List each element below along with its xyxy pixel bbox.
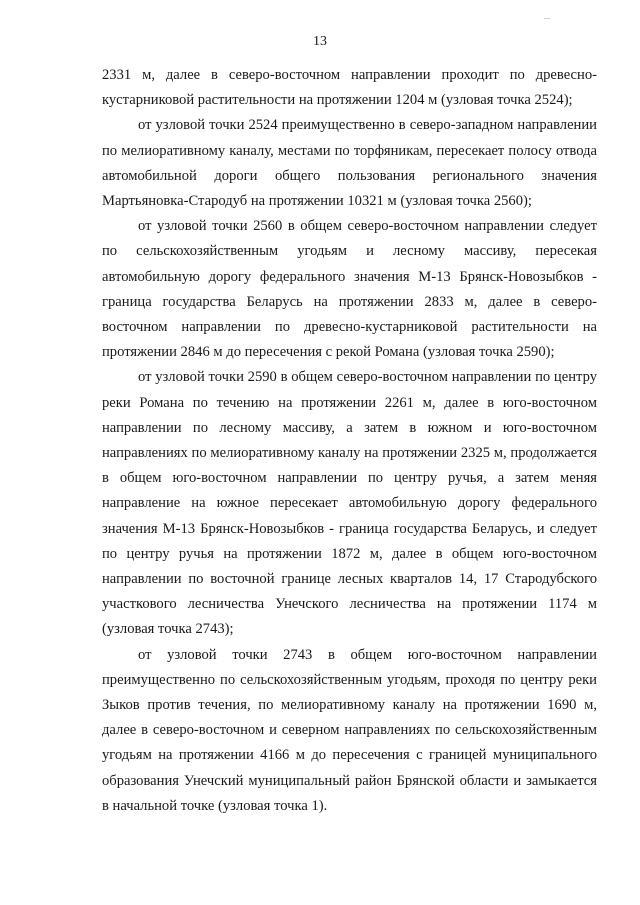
paragraph-3: от узловой точки 2560 в общем северо-восточном направлении следует по сельскохозяйственным угодьям и лесному массиву, пересекая автомобильную дорогу федерального значения М-13 Брянск-Новозыбков - граница государства Беларусь на протяжении 2833 м, далее в северо-восточном направлении по древесно-кустарниковой растительности на протяжении 2846 м до пересечения с рекой Романа (узловая точка 2590); — [102, 218, 597, 361]
page-number: 13 — [313, 34, 327, 49]
paragraph-2: от узловой точки 2524 преимущественно в северо-западном направлении по мелиоративному каналу, местами по торфяникам, пересекает полосу отвода автомобильной дороги общего пользования регионального значения Мартьяновка-Стародуб на протяжении 10321 м (узловая точка 2560); — [102, 117, 597, 210]
paragraph-5: от узловой точки 2743 в общем юго-восточном направлении преимущественно по сельскохозяйственным угодьям, проходя по центру реки Зыков против течения, по мелиоративному каналу на протяжении 1690 м, далее в северо-восточном и северном направлениях по сельскохозяйственным угодьям на протяжении 4166 м до пересечения с границей муниципального образования Унечский муниципальный район Брянской области и замыкается в начальной точке (узловая точка 1). — [102, 646, 597, 814]
document-body — [102, 63, 597, 819]
scan-mark — [544, 18, 550, 19]
paragraph-4: от узловой точки 2590 в общем северо-восточном направлении по центру реки Романа по течению на протяжении 2261 м, далее в юго-восточном направлении по лесному массиву, а затем в южном и юго-восточном направлениях по мелиоративному каналу на протяжении 2325 м, продолжается в общем юго-восточном направлении по центру ручья, а затем меняя направление на южное пересекает автомобильную дорогу федерального значения М-13 Брянск-Новозыбков - граница государства Беларусь, и следует по центру ручья на протяжении 1872 м, далее в общем юго-восточном направлении по восточной границе лесных кварталов 14, 17 Стародубского участкового лесничества Унечского лесничества на протяжении 1174 м (узловая точка 2743); — [102, 369, 597, 638]
paragraph-1: 2331 м, далее в северо-восточном направлении проходит по древесно-кустарниковой растительности на протяжении 1204 м (узловая точка 2524); — [102, 67, 597, 109]
